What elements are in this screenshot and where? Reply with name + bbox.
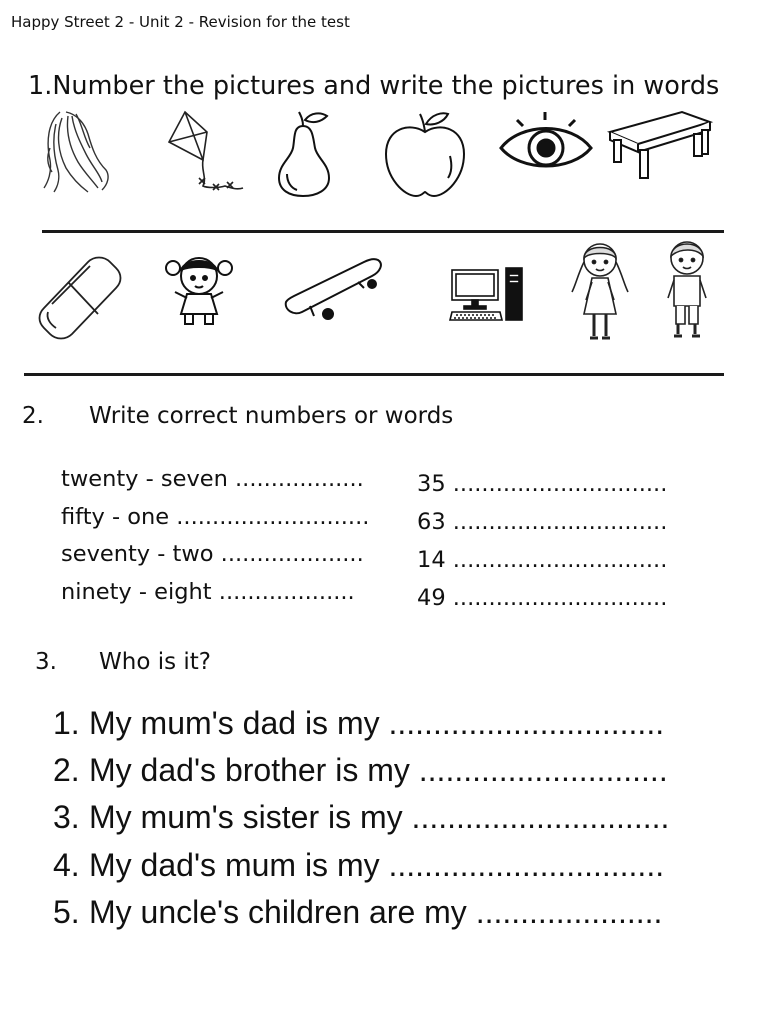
question-text: My dad's mum is my ...............................	[89, 847, 665, 883]
question-item	[53, 752, 668, 789]
question-text: My dad's brother is my ............................	[89, 752, 668, 788]
question-text: My mum's sister is my .............................	[89, 799, 670, 835]
question-number: 2.	[53, 752, 80, 788]
number-digit-item: 49 ..............................	[417, 585, 668, 611]
question-number: 3.	[53, 799, 80, 835]
computer-icon	[448, 266, 526, 324]
section2-heading	[22, 403, 454, 429]
number-word-item: ninety - eight ...................	[61, 579, 355, 605]
section3-number: 3.	[35, 649, 57, 675]
question-text: My mum's dad is my ...............................	[89, 705, 665, 741]
skateboard-icon	[280, 256, 386, 322]
section3-heading	[35, 649, 212, 675]
divider-line	[42, 230, 724, 233]
question-number: 1.	[53, 705, 80, 741]
divider-line	[24, 373, 724, 376]
question-item	[53, 799, 669, 836]
section2-number: 2.	[22, 403, 44, 429]
question-number: 4.	[53, 847, 80, 883]
doll-icon	[163, 252, 235, 330]
kite-icon	[163, 108, 247, 198]
section2-title: Write correct numbers or words	[89, 403, 454, 429]
number-digit-item: 63 ..............................	[417, 509, 668, 535]
number-word-item: twenty - seven ..................	[61, 466, 364, 492]
number-word-item: seventy - two ....................	[61, 541, 364, 567]
number-digit-item: 14 ..............................	[417, 547, 668, 573]
apple-icon	[380, 108, 470, 198]
question-item	[53, 847, 664, 884]
question-item	[53, 705, 664, 742]
eraser-icon	[38, 252, 122, 340]
boy-icon	[660, 236, 714, 340]
section1-title: 1.Number the pictures and write the pictures in words	[28, 71, 720, 101]
worksheet-header: Happy Street 2 - Unit 2 - Revision for the test	[11, 13, 350, 31]
section3-title: Who is it?	[99, 649, 212, 675]
number-digit-item: 35 ..............................	[417, 471, 668, 497]
pear-icon	[273, 108, 335, 198]
hair-icon	[40, 108, 112, 196]
question-number: 5.	[53, 894, 80, 930]
table-icon	[606, 108, 714, 182]
number-word-item: fifty - one ...........................	[61, 504, 370, 530]
girl-icon	[568, 238, 632, 342]
question-item	[53, 894, 662, 931]
eye-icon	[497, 110, 595, 176]
question-text: My uncle's children are my .....................	[89, 894, 663, 930]
